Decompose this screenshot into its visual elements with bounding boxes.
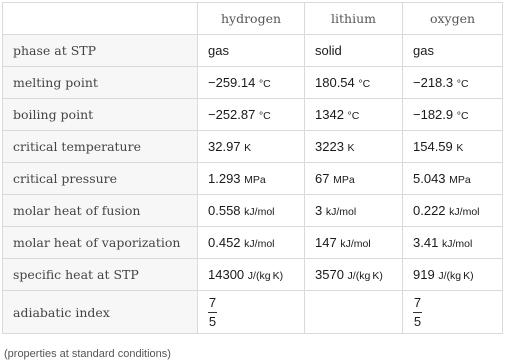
value-unit: kJ/mol (244, 206, 275, 218)
fraction-bar (208, 312, 217, 313)
value-number: 0.222 (413, 203, 446, 218)
value-number: 154.59 (413, 139, 453, 154)
value-unit: °C (258, 110, 271, 122)
value-text: solid (315, 43, 342, 58)
value-number: 147 (315, 235, 337, 250)
value-cell (198, 99, 305, 131)
table-row (3, 163, 503, 195)
fraction-denominator: 5 (208, 314, 217, 329)
value-unit: K (244, 142, 252, 154)
value-unit: kJ/mol (441, 238, 473, 250)
value-cell (305, 131, 403, 163)
value-unit: MPa (449, 174, 471, 186)
value-cell (403, 227, 503, 259)
value-cell (305, 99, 403, 131)
value-unit: °C (358, 78, 371, 90)
row-label: melting point (3, 67, 198, 99)
value-number: 5.043 (413, 171, 446, 186)
value-cell (305, 227, 403, 259)
value-number: 3.41 (413, 235, 439, 250)
value-cell (198, 35, 305, 67)
value-number: 14300 (208, 267, 245, 282)
fraction (208, 295, 217, 329)
row-label: specific heat at STP (3, 259, 198, 291)
value-cell (403, 99, 503, 131)
properties-table (2, 2, 503, 334)
value-text: gas (208, 43, 229, 58)
value-unit: kJ/mol (244, 238, 275, 250)
value-number: 0.452 (208, 235, 241, 250)
table-row (3, 99, 503, 131)
fraction (413, 295, 422, 329)
row-label: phase at STP (3, 35, 198, 67)
value-unit: kJ/mol (340, 238, 371, 250)
value-cell (198, 259, 305, 291)
row-label: boiling point (3, 99, 198, 131)
value-unit: K (347, 142, 355, 154)
value-number: 3223 (315, 139, 344, 154)
value-number: −259.14 (208, 75, 256, 90)
value-unit: °C (456, 78, 469, 90)
table-row (3, 131, 503, 163)
value-cell (403, 259, 503, 291)
value-cell (305, 163, 403, 195)
row-label: molar heat of fusion (3, 195, 198, 227)
value-cell (403, 67, 503, 99)
value-unit: °C (347, 110, 360, 122)
value-cell (198, 67, 305, 99)
value-number: 32.97 (208, 139, 241, 154)
table-row (3, 35, 503, 67)
value-number: 180.54 (315, 75, 355, 90)
value-unit: J/(kg K) (438, 270, 474, 282)
value-cell (403, 163, 503, 195)
value-cell (305, 259, 403, 291)
value-cell (403, 291, 503, 334)
row-label: adiabatic index (3, 291, 198, 334)
value-unit: K (456, 142, 464, 154)
value-number: −252.87 (208, 107, 256, 122)
value-number: −218.3 (413, 75, 454, 90)
value-number: 3570 (315, 267, 344, 282)
table-row (3, 227, 503, 259)
value-unit: kJ/mol (449, 206, 480, 218)
value-unit: MPa (333, 174, 355, 186)
value-cell (403, 195, 503, 227)
value-cell (403, 35, 503, 67)
row-label: molar heat of vaporization (3, 227, 198, 259)
fraction-numerator: 7 (208, 295, 217, 310)
value-unit: °C (258, 78, 271, 90)
value-unit: J/(kg K) (347, 270, 383, 282)
fraction-numerator: 7 (413, 295, 422, 310)
value-cell (305, 195, 403, 227)
value-number: 0.558 (208, 203, 241, 218)
value-number: 3 (315, 203, 323, 218)
table-row (3, 67, 503, 99)
value-unit: MPa (244, 174, 266, 186)
header-corner-cell (3, 3, 198, 35)
value-cell (198, 227, 305, 259)
fraction-denominator: 5 (413, 314, 422, 329)
value-cell (198, 291, 305, 334)
value-number: 919 (413, 267, 435, 282)
value-cell (198, 131, 305, 163)
value-number: −182.9 (413, 107, 454, 122)
row-label: critical pressure (3, 163, 198, 195)
column-header-oxygen: oxygen (403, 3, 503, 35)
column-header-hydrogen: hydrogen (198, 3, 305, 35)
value-number: 1342 (315, 107, 344, 122)
header-row (3, 3, 503, 35)
value-unit: °C (456, 110, 469, 122)
value-cell (198, 163, 305, 195)
value-unit: J/(kg K) (247, 270, 284, 282)
fraction-bar (413, 312, 422, 313)
value-unit: kJ/mol (325, 206, 357, 218)
table-row (3, 259, 503, 291)
table-row (3, 195, 503, 227)
table-row (3, 291, 503, 334)
value-cell (305, 35, 403, 67)
footnote: (properties at standard conditions) (4, 348, 171, 360)
row-label: critical temperature (3, 131, 198, 163)
value-cell (198, 195, 305, 227)
value-cell (403, 131, 503, 163)
value-number: 67 (315, 171, 330, 186)
value-cell (305, 67, 403, 99)
column-header-lithium: lithium (305, 3, 403, 35)
value-number: 1.293 (208, 171, 241, 186)
value-cell-empty (305, 291, 403, 334)
value-text: gas (413, 43, 434, 58)
